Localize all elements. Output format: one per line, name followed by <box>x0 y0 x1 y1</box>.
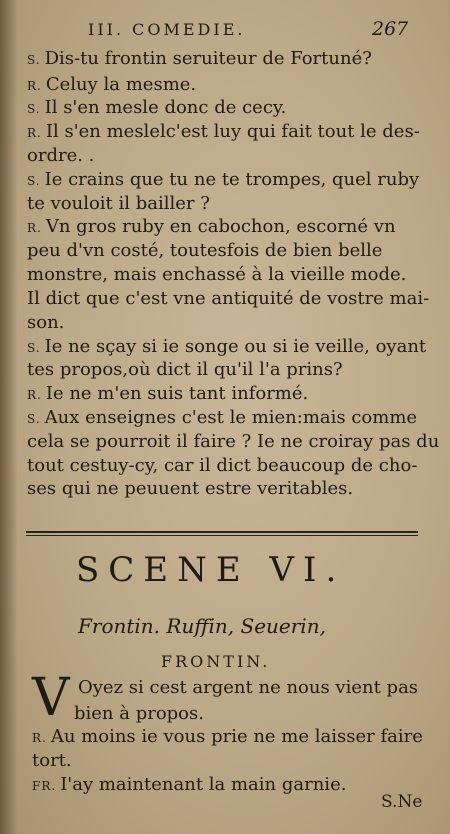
speaker-label: S. <box>27 174 41 188</box>
speaker-label: FR. <box>32 779 57 793</box>
line-text: Aux enseignes c'est le mien:mais comme <box>44 407 418 428</box>
page-gutter-shadow <box>0 0 18 834</box>
catchword: S.Ne <box>381 792 423 812</box>
line-text: Dis-tu frontin seruiteur de Fortuné? <box>44 48 372 69</box>
line-text: ordre. . <box>27 145 95 166</box>
dialogue-line <box>27 383 308 404</box>
dialogue-line <box>32 726 423 747</box>
line-text: Celuy la mesme. <box>45 74 197 95</box>
dialogue-line <box>27 240 382 261</box>
line-text: Oyez si cest argent ne nous vient pas <box>78 677 419 698</box>
line-text: Ie ne m'en suis tant informé. <box>45 383 309 404</box>
drop-cap: V <box>32 668 70 728</box>
dialogue-line <box>32 750 72 771</box>
line-text: te vouloit il bailler ? <box>27 193 210 214</box>
line-text: Il dict que c'est vne antiquité de vostre mai- <box>27 288 430 309</box>
line-text: ses qui ne peuuent estre veritables. <box>27 478 354 499</box>
dialogue-line <box>74 703 204 724</box>
line-text: Ie ne sçay si ie songe ou si ie veille, oyant <box>44 336 427 357</box>
speaker-label: R. <box>27 79 42 93</box>
speaker-label: R. <box>27 388 42 402</box>
line-text: tes propos,où dict il qu'il l'a prins? <box>27 359 343 380</box>
scene-speaker: FRONTIN. <box>161 652 271 671</box>
speaker-label: S. <box>27 341 41 355</box>
dialogue-line <box>27 169 419 190</box>
line-text: cela se pourroit il faire ? Ie ne croiray pas du <box>27 431 440 452</box>
line-text: bien à propos. <box>74 703 204 724</box>
line-text: Il s'en mesle donc de cecy. <box>44 97 287 118</box>
line-text: tout cestuy-cy, car il dict beaucoup de cho- <box>27 455 418 476</box>
speaker-label: R. <box>27 126 42 140</box>
line-text: son. <box>27 312 65 333</box>
line-text: Vn gros ruby en cabochon, escorné vn <box>45 216 396 237</box>
dramatis-personae: Frontin. Ruffin, Seuerin, <box>78 614 326 638</box>
speaker-label: R. <box>27 221 42 235</box>
line-text: monstre, mais enchassé à la vieille mode. <box>27 264 407 285</box>
dialogue-line <box>78 677 418 698</box>
running-head: III. COMEDIE. <box>88 20 246 39</box>
line-text: I'ay maintenant la main garnie. <box>60 774 347 795</box>
line-text: tort. <box>32 750 72 771</box>
dialogue-line <box>27 359 343 380</box>
scene-divider-rule <box>26 531 418 536</box>
line-text: Ie crains que tu ne te trompes, quel ruby <box>44 169 420 190</box>
dialogue-line <box>27 312 64 333</box>
dialogue-line <box>27 431 439 452</box>
dialogue-line <box>32 774 346 795</box>
line-text: Il s'en meslelc'est luy qui fait tout le des- <box>45 121 420 142</box>
dialogue-line <box>27 121 420 142</box>
dialogue-line <box>27 216 396 237</box>
dialogue-line <box>27 336 426 357</box>
page-number: 267 <box>372 18 409 40</box>
dialogue-line <box>27 288 429 309</box>
line-text: peu d'vn costé, toutesfois de bien belle <box>27 240 383 261</box>
dialogue-line <box>27 74 196 95</box>
speaker-label: S. <box>27 412 41 426</box>
dialogue-line <box>27 145 94 166</box>
speaker-label: S. <box>27 53 41 67</box>
speaker-label: R. <box>32 731 47 745</box>
dialogue-line <box>27 478 353 499</box>
dialogue-line <box>27 455 417 476</box>
dialogue-line <box>27 407 417 428</box>
dialogue-line <box>27 48 372 69</box>
dialogue-line <box>27 264 406 285</box>
dialogue-line <box>27 97 286 118</box>
scene-title: SCENE VI. <box>76 550 346 590</box>
speaker-label: S. <box>27 102 41 116</box>
line-text: Au moins ie vous prie ne me laisser faire <box>50 726 423 747</box>
dialogue-line <box>27 193 210 214</box>
